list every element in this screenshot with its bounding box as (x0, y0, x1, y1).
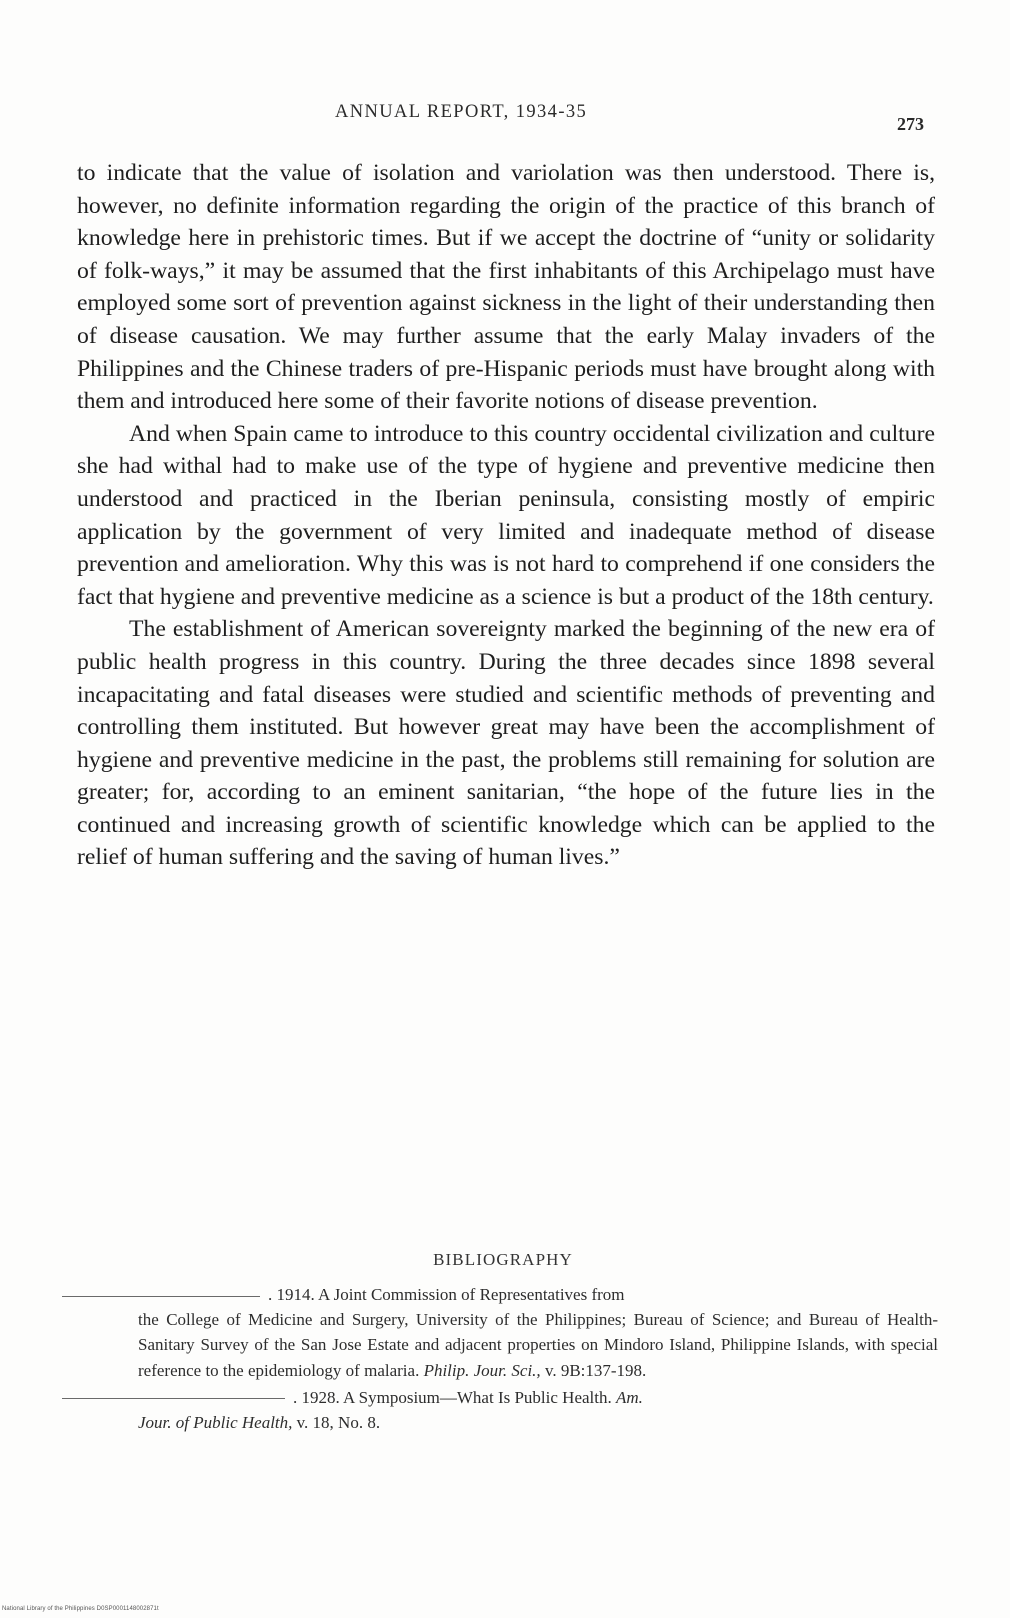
bib-entry-2-lead: . 1928. A Symposium—What Is Public Health. (293, 1387, 612, 1407)
paragraph-3: The establishment of American sovereignty marked the beginning of the new era of public health progress in this country. During the three decades since 1898 several incapacitating and fatal diseases were studied and scientific methods of preventing and controlling them instituted. But however great may have been the accomplishment of hygiene and preventive medicine in the past, the problems still remaining for solution are greater; for, according to an eminent sanitarian, “the hope of the future lies in the continued and increasing growth of scientific knowledge which can be applied to the relief of human suffering and the saving of human lives.” (77, 616, 935, 871)
bib-entry-2-journal-a: Am. (616, 1387, 643, 1407)
bibliography-section (58, 1250, 938, 1437)
bib-entry-1-continuation (58, 1307, 938, 1383)
bibliography-entry-2 (58, 1385, 938, 1435)
bibliography-entry-1 (58, 1282, 938, 1383)
bib-entry-1-journal: Philip. Jour. Sci., (423, 1360, 541, 1380)
paragraph-1: to indicate that the value of isolation and variolation was then understood. There is, however, no definite information regarding the origin of the practice of this branch of knowledge here in prehistoric times. But if we accept the doctrine of “unity or solidarity of folk-ways,” it may be assumed that the first inhabitants of this Archipelago must have employed some sort of prevention against sickness in the light of their understanding then of disease causation. We may further assume that the early Malay invaders of the Philippines and the Chinese traders of pre-Hispanic periods must have brought along with them and introduced here some of their favorite notions of disease prevention. (77, 160, 935, 415)
bibliography-heading: BIBLIOGRAPHY (433, 1250, 573, 1269)
page-number: 273 (897, 114, 924, 134)
paragraph-2: And when Spain came to introduce to this country occidental civilization and culture she had withal had to make use of the type of hygiene and preventive medicine then understood and practiced in the Iberian peninsula, consisting mostly of empiric application by the government of very limited and inadequate method of disease prevention and amelioration. Why this was is not hard to comprehend if one considers the fact that hygiene and preventive medicine as a science is but a product of the 18th century. (77, 420, 935, 610)
running-title: ANNUAL REPORT, 1934-35 (335, 102, 588, 122)
bib-entry-1-volume: v. 9B:137-198. (544, 1360, 647, 1380)
body-text (77, 157, 935, 874)
bib-entry-2-journal-b: Jour. of Public Health, (138, 1413, 293, 1433)
bib-entry-1-text: the College of Medicine and Surgery, University of the Philippines; Bureau of Science; and Bureau of Health-Sanitary Survey of the San Jose Estate and adjacent properties on Mindoro Island, Philippine Islands, with special reference to the epidemiology of malaria. (138, 1310, 938, 1380)
bib-entry-1-lead: . 1914. A Joint Commission of Representatives from (268, 1285, 625, 1304)
running-head (0, 102, 1010, 132)
bib-entry-2-volume: v. 18, No. 8. (296, 1413, 381, 1433)
author-dash-rule (62, 1398, 285, 1399)
author-dash-rule (62, 1296, 260, 1297)
bib-entry-2-continuation (58, 1410, 938, 1435)
footer-watermark: National Library of the Philippines D0SP0001148002871t (2, 1606, 159, 1612)
